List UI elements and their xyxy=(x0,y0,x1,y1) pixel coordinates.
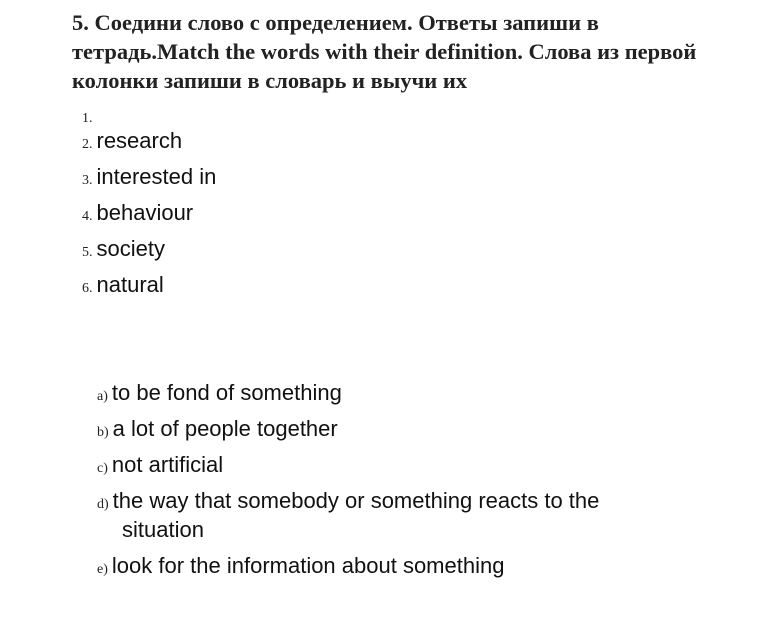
definition-text: look for the information about something xyxy=(111,553,505,578)
word-item-1 xyxy=(82,102,93,128)
word-item-4 xyxy=(82,200,193,226)
word-marker: 2. xyxy=(82,137,93,152)
exercise-heading: 5. Соедини слово с определением. Ответы запиши в тетрадь.Match the words with their definition. Слова из первой колонки запиши в словарь и выучи их xyxy=(72,10,697,93)
word-marker: 6. xyxy=(82,281,93,296)
word-text: society xyxy=(96,236,165,261)
definition-item-d xyxy=(97,488,599,514)
word-item-3 xyxy=(82,164,216,190)
definition-item-a xyxy=(97,380,342,406)
word-text: interested in xyxy=(96,164,217,189)
definition-text: to be fond of something xyxy=(111,380,342,405)
word-item-6 xyxy=(82,272,164,298)
definition-item-d-continuation: situation xyxy=(122,517,204,542)
definition-marker: e) xyxy=(97,562,108,577)
word-text: natural xyxy=(96,272,164,297)
word-marker: 4. xyxy=(82,209,93,224)
definition-marker: c) xyxy=(97,461,108,476)
word-text: research xyxy=(96,128,183,153)
definition-marker: d) xyxy=(97,497,109,512)
definition-item-e xyxy=(97,553,504,579)
definition-marker: b) xyxy=(97,425,109,440)
definition-text: a lot of people together xyxy=(112,416,338,441)
word-marker: 1. xyxy=(82,111,93,126)
word-item-5 xyxy=(82,236,165,262)
word-marker: 5. xyxy=(82,245,93,260)
word-item-2 xyxy=(82,128,182,154)
definition-item-c xyxy=(97,452,223,478)
definition-text: not artificial xyxy=(111,452,224,477)
word-text: behaviour xyxy=(96,200,194,225)
definition-text: the way that somebody or something reacts to the xyxy=(112,488,600,513)
definition-item-b xyxy=(97,416,338,442)
definition-marker: a) xyxy=(97,389,108,404)
word-marker: 3. xyxy=(82,173,93,188)
